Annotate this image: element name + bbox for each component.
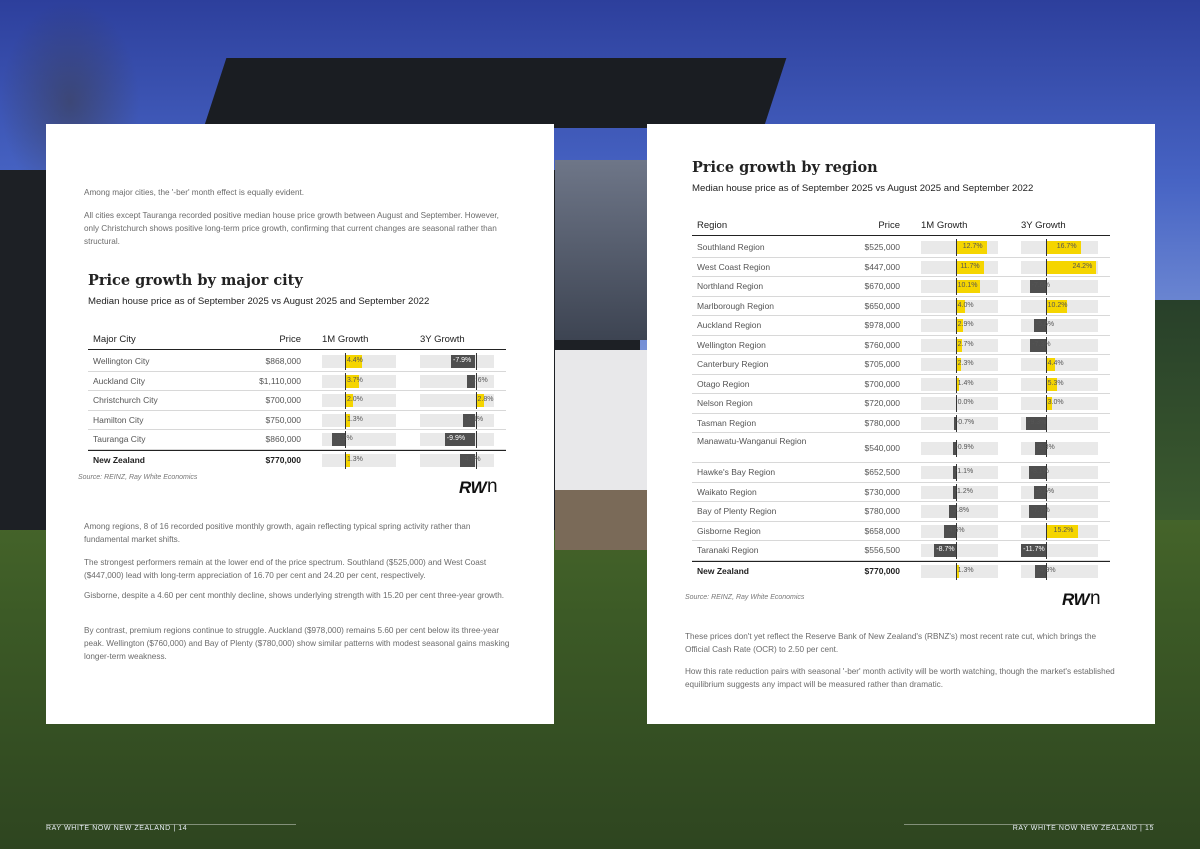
growth-3y-bar-track (420, 433, 494, 446)
growth-1m-zero-line (956, 563, 957, 580)
body-paragraph-4: By contrast, premium regions continue to struggle. Auckland ($978,000) remains 5.60 per cent below its three-year peak. Wellington ($760,000) and Bay of Plenty ($780,000) show similar patterns with modest seasonal gains masking longer-term weakness. (84, 626, 510, 661)
growth-1m-bar-track (921, 486, 998, 499)
growth-3y-bar-track (420, 414, 494, 427)
growth-3y-zero-line (476, 392, 477, 409)
growth-1m-bar-track (921, 358, 998, 371)
row-name: Southland Region (697, 242, 765, 253)
logo-n: n (487, 476, 498, 497)
rwn-logo (1062, 588, 1101, 609)
growth-3y-value-label: -7.6% (1031, 282, 1050, 290)
row-price: $760,000 (864, 339, 900, 350)
growth-3y-zero-line (476, 431, 477, 448)
table-row (692, 433, 1110, 463)
growth-3y-bar-track (1021, 378, 1098, 391)
row-name: Taranaki Region (697, 545, 759, 556)
row-name: Bay of Plenty Region (697, 506, 777, 517)
row-name: Hamilton City (93, 414, 144, 425)
house-window (555, 160, 647, 340)
growth-1m-zero-line (956, 278, 957, 295)
total-row (692, 561, 1110, 581)
growth-1m-value-label: 1.3% (346, 415, 363, 423)
row-name: Manawatu-Wanganui Region (697, 436, 807, 446)
growth-3y-bar-track (1021, 319, 1098, 332)
row-price: $978,000 (864, 320, 900, 331)
growth-1m-zero-line (345, 373, 346, 390)
growth-1m-zero-line (345, 353, 346, 370)
growth-3y-zero-line (1046, 395, 1047, 412)
table-row (692, 483, 1110, 503)
growth-3y-value-label: -8.1% (1030, 468, 1049, 476)
footer-left: RAY WHITE NOW NEW ZEALAND | 14 (46, 825, 188, 832)
source-note: Source: REINZ, Ray White Economics (685, 594, 805, 601)
growth-3y-value-label: -4.9% (462, 455, 481, 463)
row-price: $770,000 (265, 454, 301, 465)
growth-1m-zero-line (956, 317, 957, 334)
growth-1m-value-label: 1.3% (957, 566, 974, 574)
growth-3y-zero-line (1046, 542, 1047, 559)
growth-3y-bar-track (1021, 300, 1098, 313)
growth-3y-value-label: 10.2% (1047, 301, 1068, 309)
growth-1m-value-label: -0.7% (955, 418, 975, 426)
row-price: $700,000 (864, 378, 900, 389)
row-name: Nelson Region (697, 398, 753, 409)
growth-1m-bar-track (322, 433, 396, 446)
growth-1m-bar-track (921, 241, 998, 254)
region-growth-table (692, 216, 1110, 582)
growth-3y-bar-track (1021, 505, 1098, 518)
growth-1m-bar-track (322, 355, 396, 368)
row-name: New Zealand (697, 565, 749, 576)
growth-1m-value-label: -0.9% (955, 443, 974, 451)
growth-1m-value-label: -2.8% (950, 507, 970, 515)
house-shutters (555, 350, 647, 490)
growth-1m-value-label: 2.9% (957, 321, 974, 329)
growth-1m-value-label: 1.4% (957, 379, 974, 387)
column-header: 1M Growth (322, 334, 369, 345)
logo-rw: RW (1062, 590, 1090, 609)
row-price: $705,000 (864, 359, 900, 370)
row-price: $556,500 (864, 545, 900, 556)
growth-1m-bar-track (921, 319, 998, 332)
table-row (88, 411, 506, 431)
row-name: New Zealand (93, 454, 145, 465)
growth-3y-value-label: 4.4% (1047, 360, 1064, 368)
growth-1m-bar-track (921, 280, 998, 293)
growth-3y-zero-line (1046, 523, 1047, 540)
row-price: $652,500 (864, 467, 900, 478)
growth-1m-value-label: -4.6% (946, 526, 965, 534)
body-paragraph-1: Among regions, 8 of 16 recorded positive monthly growth, again reflecting typical spring activity rather than fundamental market shifts. (84, 522, 471, 544)
growth-3y-value-label: -9.9% (446, 435, 466, 443)
growth-1m-zero-line (956, 337, 957, 354)
growth-1m-zero-line (345, 452, 346, 469)
growth-1m-value-label: -3.2% (334, 435, 353, 443)
row-price: $650,000 (864, 300, 900, 311)
column-header: Price (878, 220, 900, 231)
intro-paragraph-2: All cities except Tauranga recorded positive median house price growth between August and September. However, only Christchurch shows positive long-term price growth, confirming that current changes are seasonal rather than structural. (84, 211, 499, 246)
growth-1m-zero-line (345, 392, 346, 409)
growth-3y-bar-track (1021, 486, 1098, 499)
rwn-logo (459, 476, 498, 497)
table-row (692, 355, 1110, 375)
growth-1m-bar-track (921, 300, 998, 313)
growth-3y-bar-track (420, 454, 494, 467)
row-name: Canterbury Region (697, 359, 769, 370)
row-name: Auckland Region (697, 320, 762, 331)
table-row (692, 463, 1110, 483)
growth-3y-value-label: -7.3% (1032, 340, 1051, 348)
source-note: Source: REINZ, Ray White Economics (78, 474, 198, 481)
column-header: 3Y Growth (1021, 220, 1066, 231)
growth-1m-bar-track (921, 565, 998, 578)
growth-1m-value-label: 2.0% (346, 396, 363, 404)
table-row (692, 297, 1110, 317)
growth-3y-bar-track (1021, 339, 1098, 352)
growth-1m-value-label: 3.7% (346, 376, 363, 384)
table-subtitle: Median house price as of September 2025 vs August 2025 and September 2022 (88, 296, 430, 307)
row-price: $670,000 (864, 281, 900, 292)
growth-1m-value-label: -1.1% (954, 468, 974, 476)
row-price: $730,000 (864, 486, 900, 497)
growth-3y-value-label: 2.8% (477, 396, 494, 404)
table-row (692, 414, 1110, 434)
growth-3y-bar-track (1021, 280, 1098, 293)
row-price: $447,000 (864, 261, 900, 272)
table-row (692, 375, 1110, 395)
growth-3y-value-label: -5.6% (1035, 487, 1055, 495)
row-name: Tasman Region (697, 417, 757, 428)
table-row (692, 238, 1110, 258)
body-paragraph-1: These prices don't yet reflect the Reserve Bank of New Zealand's (RBNZ's) most recent rate cut, which brings the Official Cash Rate (OCR) to 2.50 per cent. (685, 632, 1097, 654)
growth-3y-bar-track (1021, 544, 1098, 557)
table-row (88, 372, 506, 392)
growth-1m-bar-track (921, 339, 998, 352)
row-name: Tauranga City (93, 434, 146, 445)
row-price: $750,000 (265, 414, 301, 425)
row-name: West Coast Region (697, 261, 771, 272)
growth-3y-value-label: -4.1% (464, 415, 484, 423)
row-price: $700,000 (265, 395, 301, 406)
row-price: $780,000 (864, 506, 900, 517)
growth-1m-value-label: 2.3% (957, 360, 974, 368)
growth-1m-bar-track (921, 505, 998, 518)
table-title: Price growth by region (692, 159, 878, 176)
growth-3y-value-label: 5.3% (1047, 379, 1064, 387)
body-paragraph-2: The strongest performers remain at the lower end of the price spectrum. Southland ($525,000) and West Coast ($447,000) lead with long-term appreciation of 16.70 per cent and 24.20 per cent, respectively. (84, 558, 487, 580)
growth-3y-bar-track (1021, 565, 1098, 578)
growth-3y-zero-line (476, 353, 477, 370)
growth-1m-zero-line (956, 376, 957, 393)
table-row (692, 277, 1110, 297)
growth-3y-value-label: 15.2% (1053, 526, 1074, 534)
column-header: Price (279, 334, 301, 345)
table-row (692, 541, 1110, 561)
table-header (692, 216, 1110, 236)
table-title: Price growth by major city (88, 272, 303, 289)
growth-3y-value-label: 16.7% (1056, 243, 1077, 251)
row-name: Auckland City (93, 375, 145, 386)
growth-1m-zero-line (956, 259, 957, 276)
left-page (46, 124, 554, 724)
growth-1m-value-label: 1.3% (346, 455, 363, 463)
growth-1m-value-label: 2.7% (957, 340, 974, 348)
row-name: Christchurch City (93, 395, 158, 406)
table-row (692, 502, 1110, 522)
growth-1m-bar-track (322, 375, 396, 388)
growth-1m-value-label: 10.1% (957, 282, 978, 290)
growth-3y-bar-track (1021, 261, 1098, 274)
row-price: $1,110,000 (259, 375, 301, 386)
growth-1m-value-label: 11.7% (960, 262, 980, 270)
body-paragraph-3: Gisborne, despite a 4.60 per cent monthly decline, shows underlying strength with 15.20 per cent three-year growth. (84, 591, 505, 600)
growth-3y-value-label: -4.9% (1037, 566, 1056, 574)
growth-1m-zero-line (956, 395, 957, 412)
growth-3y-value-label: -2.6% (469, 376, 488, 384)
table-row (692, 316, 1110, 336)
growth-1m-zero-line (956, 239, 957, 256)
table-row (692, 394, 1110, 414)
growth-3y-bar-track (1021, 466, 1098, 479)
logo-rw: RW (459, 478, 487, 497)
column-header: 1M Growth (921, 220, 968, 231)
table-row (692, 522, 1110, 542)
table-row (88, 430, 506, 450)
hillside (1150, 300, 1200, 520)
growth-1m-bar-track (921, 544, 998, 557)
growth-3y-bar-track (420, 375, 494, 388)
row-name: Marlborough Region (697, 300, 775, 311)
body-paragraph-2: How this rate reduction pairs with seasonal '-ber' month activity will be worth watching, though the market's established equilibrium suggests any impact will be measured rather than dramatic. (685, 667, 1115, 689)
growth-3y-value-label: -9.3% (1028, 418, 1047, 426)
growth-1m-bar-track (921, 417, 998, 430)
growth-3y-bar-track (1021, 525, 1098, 538)
table-row (692, 336, 1110, 356)
growth-1m-value-label: 12.7% (962, 243, 983, 251)
growth-3y-bar-track (1021, 417, 1098, 430)
growth-1m-bar-track (322, 414, 396, 427)
growth-3y-value-label: -5.3% (1036, 443, 1055, 451)
row-name: Waikato Region (697, 486, 757, 497)
growth-3y-zero-line (1046, 356, 1047, 373)
growth-3y-value-label: -7.7% (1031, 507, 1050, 515)
growth-1m-value-label: 4.4% (346, 357, 363, 365)
growth-1m-bar-track (322, 394, 396, 407)
row-price: $658,000 (864, 525, 900, 536)
column-header: 3Y Growth (420, 334, 465, 345)
table-row (88, 391, 506, 411)
row-price: $780,000 (864, 417, 900, 428)
growth-1m-zero-line (956, 298, 957, 315)
house-deck (555, 490, 647, 550)
growth-1m-value-label: -1.2% (954, 487, 973, 495)
total-row (88, 450, 506, 470)
growth-3y-zero-line (1046, 376, 1047, 393)
table-row (88, 352, 506, 372)
city-growth-table (88, 330, 506, 470)
growth-1m-bar-track (921, 525, 998, 538)
row-price: $770,000 (864, 565, 900, 576)
growth-1m-bar-track (921, 466, 998, 479)
growth-1m-value-label: 4.0% (957, 301, 974, 309)
growth-1m-value-label: 0.0% (957, 399, 974, 407)
growth-1m-bar-track (921, 397, 998, 410)
growth-3y-zero-line (1046, 239, 1047, 256)
growth-3y-bar-track (1021, 442, 1098, 455)
row-name: Gisborne Region (697, 525, 761, 536)
table-header (88, 330, 506, 350)
right-page (647, 124, 1155, 724)
growth-1m-bar-track (921, 442, 998, 455)
growth-3y-value-label: 3.0% (1047, 399, 1064, 407)
column-header: Major City (93, 334, 136, 345)
growth-3y-bar-track (1021, 397, 1098, 410)
growth-1m-value-label: -8.7% (936, 546, 955, 554)
row-name: Hawke's Bay Region (697, 467, 776, 478)
growth-1m-zero-line (956, 542, 957, 559)
house-roof (204, 58, 787, 128)
growth-3y-value-label: -5.6% (1035, 321, 1055, 329)
row-name: Northland Region (697, 281, 764, 292)
row-name: Otago Region (697, 378, 750, 389)
growth-1m-zero-line (956, 356, 957, 373)
growth-1m-bar-track (921, 261, 998, 274)
growth-3y-bar-track (420, 355, 494, 368)
table-row (692, 258, 1110, 278)
growth-1m-bar-track (921, 378, 998, 391)
logo-n: n (1090, 588, 1101, 609)
growth-3y-bar-track (1021, 358, 1098, 371)
growth-3y-bar-track (1021, 241, 1098, 254)
row-price: $868,000 (265, 356, 301, 367)
row-price: $525,000 (864, 242, 900, 253)
intro-paragraph-1: Among major cities, the '-ber' month effect is equally evident. (84, 188, 305, 197)
row-name: Wellington City (93, 356, 150, 367)
growth-3y-zero-line (1046, 298, 1047, 315)
growth-3y-value-label: -11.7% (1023, 546, 1045, 554)
row-price: $540,000 (864, 442, 900, 453)
growth-3y-zero-line (1046, 259, 1047, 276)
row-price: $860,000 (265, 434, 301, 445)
footer-right: RAY WHITE NOW NEW ZEALAND | 15 (1012, 825, 1154, 832)
column-header: Region (697, 220, 728, 231)
growth-1m-bar-track (322, 454, 396, 467)
row-price: $720,000 (864, 398, 900, 409)
growth-1m-zero-line (345, 412, 346, 429)
growth-3y-value-label: -7.9% (453, 357, 472, 365)
row-name: Wellington Region (697, 339, 766, 350)
growth-3y-value-label: 24.2% (1072, 262, 1093, 270)
growth-3y-bar-track (420, 394, 494, 407)
table-subtitle: Median house price as of September 2025 vs August 2025 and September 2022 (692, 183, 1034, 194)
